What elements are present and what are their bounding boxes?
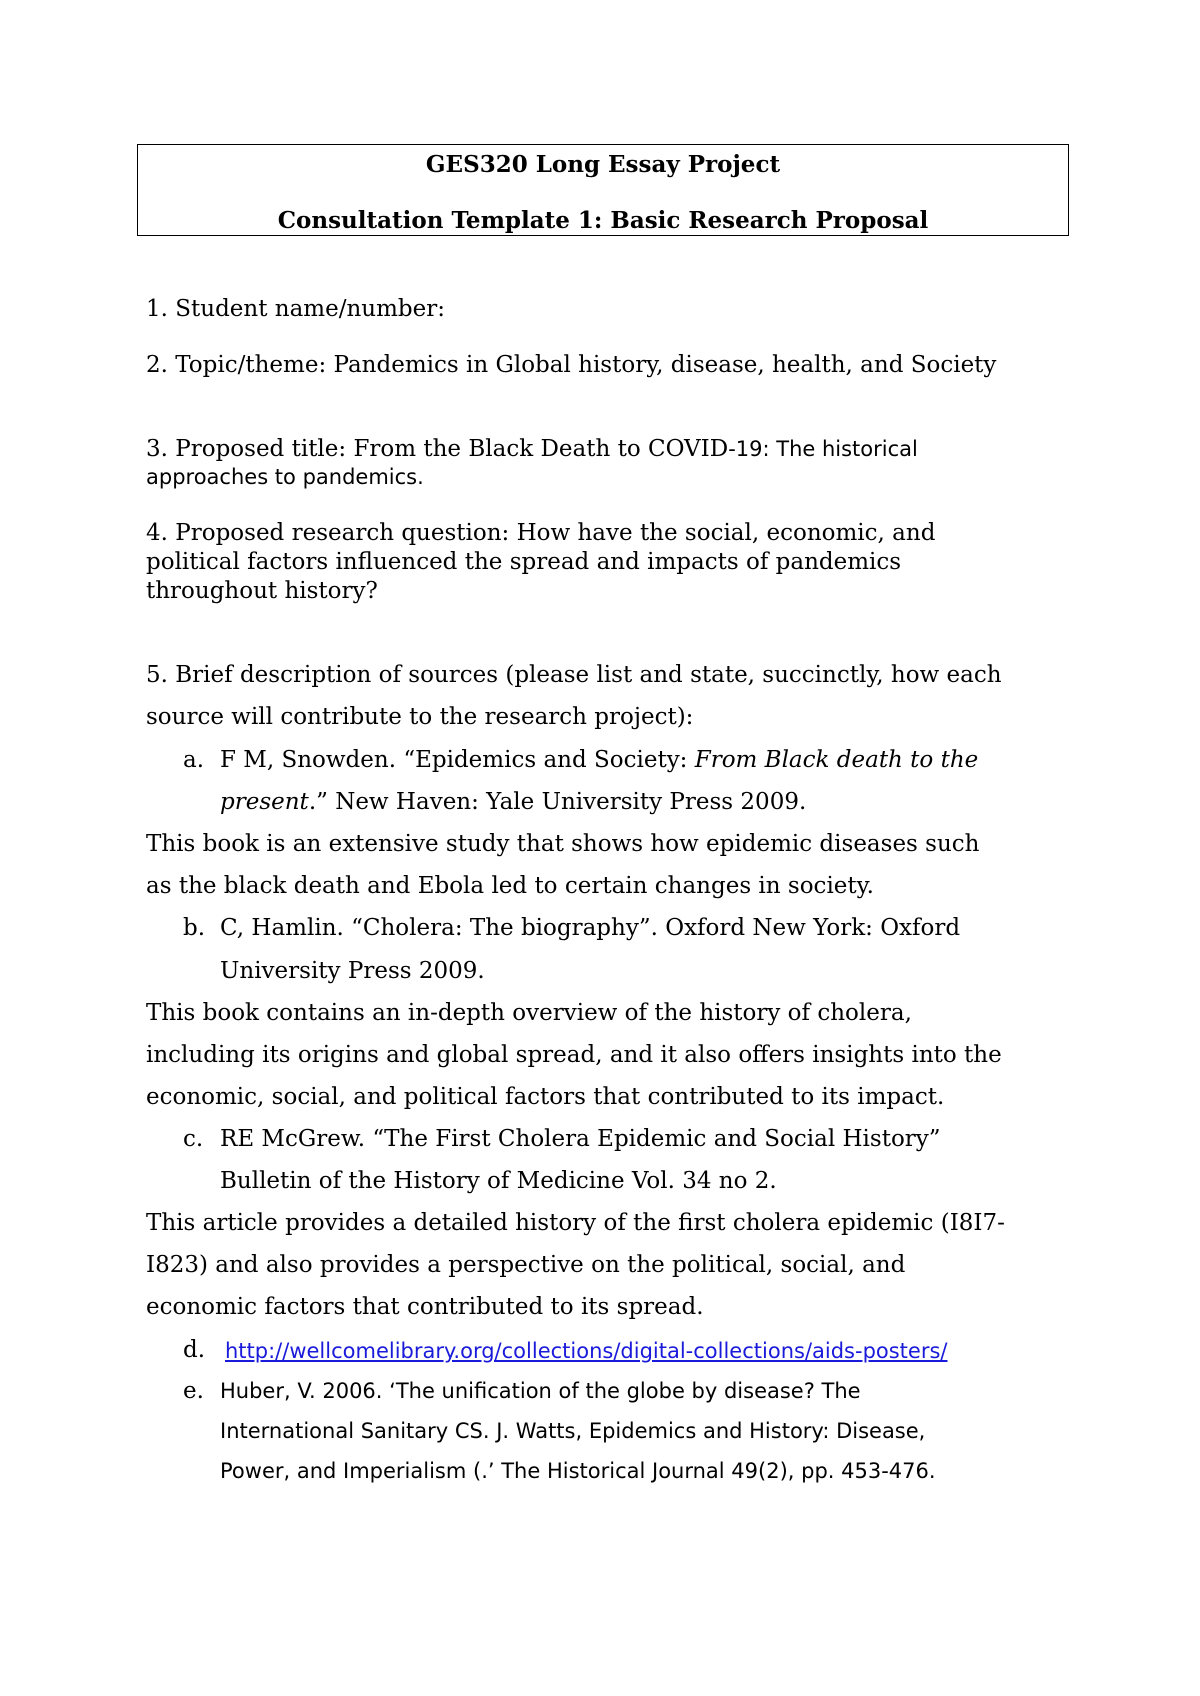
topic-theme-line: 2. Topic/theme: Pandemics in Global history, disease, health, and Society <box>146 352 997 378</box>
source-c-description-line-3: economic factors that contributed to its spread. <box>146 1294 704 1320</box>
source-a-citation-publisher: .” New Haven: Yale University Press 2009. <box>308 789 807 815</box>
research-question-line-1: 4. Proposed research question: How have the social, economic, and <box>146 520 936 546</box>
source-c-citation-line-1: RE McGrew. “The First Cholera Epidemic and Social History” <box>220 1126 941 1152</box>
source-c-citation-line-2: Bulletin of the History of Medicine Vol. 34 no 2. <box>220 1168 777 1194</box>
source-b-citation-line-1: C, Hamlin. “Cholera: The biography”. Oxford New York: Oxford <box>220 915 961 941</box>
source-b-description-line-2: including its origins and global spread, and it also offers insights into the <box>146 1042 1002 1068</box>
proposed-title-serif: 3. Proposed title: From the Black Death to COVID <box>146 436 729 462</box>
source-b-citation-line-2: University Press 2009. <box>220 958 485 984</box>
source-e-citation-line-3: Power, and Imperialism (.’ The Historical Journal 49(2), pp. 453-476. <box>220 1459 936 1483</box>
source-e-citation-line-2: International Sanitary CS. J. Watts, Epidemics and History: Disease, <box>220 1419 926 1443</box>
source-a-citation-italic-2: present <box>220 789 309 815</box>
sources-heading-line-1: 5. Brief description of sources (please list and state, succinctly, how each <box>146 662 1002 688</box>
header-box <box>137 144 1069 236</box>
document-subtitle: Consultation Template 1: Basic Research Proposal <box>277 207 929 234</box>
student-name-field-label: 1. Student name/number: <box>146 296 445 322</box>
source-e-citation-line-1: Huber, V. 2006. ‘The unification of the globe by disease? The <box>220 1379 861 1403</box>
source-a-citation-italic: From Black death to the <box>694 747 979 773</box>
source-b-label: b. <box>183 915 206 941</box>
proposed-title-sans: -19: The historical <box>728 437 918 461</box>
source-b-description-line-1: This book contains an in-depth overview of the history of cholera, <box>146 1000 912 1026</box>
proposed-title-continuation: approaches to pandemics. <box>146 465 424 489</box>
source-e-label: e. <box>183 1378 204 1404</box>
source-a-citation-line-1 <box>220 749 978 772</box>
proposed-title-line <box>146 438 918 461</box>
research-question-line-2: political factors influenced the spread and impacts of pandemics <box>146 549 902 575</box>
source-c-description-line-2: I823) and also provides a perspective on the political, social, and <box>146 1252 906 1278</box>
research-question-line-3: throughout history? <box>146 578 378 604</box>
source-c-description-line-1: This article provides a detailed history of the first cholera epidemic (I8I7- <box>146 1210 1005 1236</box>
source-a-citation-text: F M, Snowden. “Epidemics and Society: <box>220 747 695 773</box>
source-c-label: c. <box>183 1126 204 1152</box>
source-d-link[interactable] <box>225 1341 948 1362</box>
source-a-citation-line-2 <box>220 791 806 814</box>
document-title: GES320 Long Essay Project <box>425 151 781 178</box>
source-a-description-line-1: This book is an extensive study that shows how epidemic diseases such <box>146 831 980 857</box>
source-a-description-line-2: as the black death and Ebola led to certain changes in society. <box>146 873 874 899</box>
sources-heading-line-2: source will contribute to the research project): <box>146 704 694 730</box>
wellcome-library-link[interactable]: http://wellcomelibrary.org/collections/digital-collections/aids-posters/ <box>225 1339 948 1363</box>
source-d-label: d. <box>183 1337 206 1363</box>
source-b-description-line-3: economic, social, and political factors that contributed to its impact. <box>146 1084 945 1110</box>
source-a-label: a. <box>183 747 205 773</box>
